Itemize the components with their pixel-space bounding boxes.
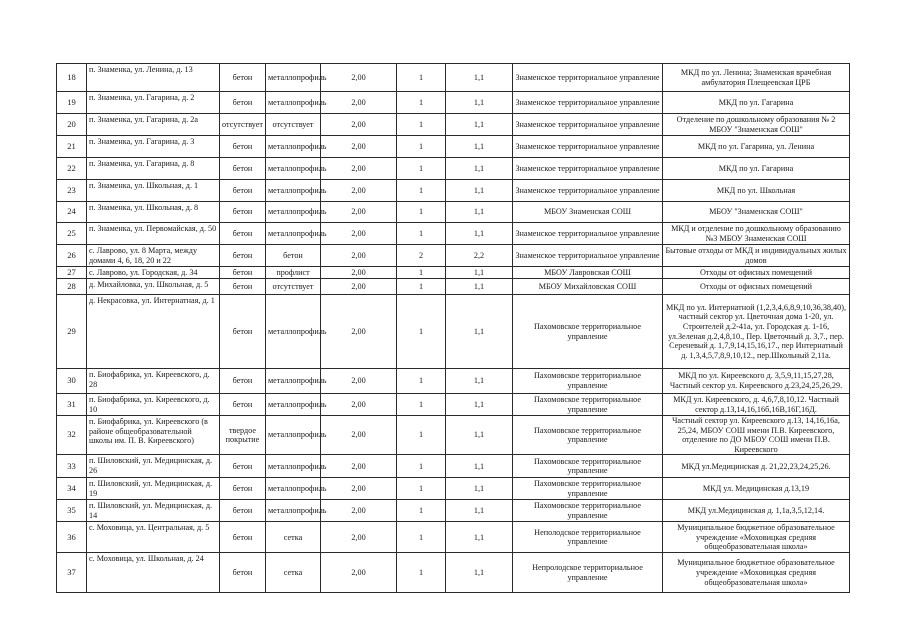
- table-row: [57, 180, 850, 202]
- cell-container-count: 1: [397, 136, 446, 158]
- cell-row-number: 24: [57, 202, 87, 223]
- cell-row-number: 18: [57, 64, 87, 92]
- cell-surface-type: бетон: [220, 522, 266, 553]
- cell-address: п. Биофабрика, ул. Киреевского, д. 10: [87, 394, 220, 416]
- cell-surface-type: бетон: [220, 500, 266, 522]
- cell-waste-sources: Отходы от офисных помещений: [663, 267, 850, 279]
- cell-volume: 1,1: [446, 180, 513, 202]
- cell-address: п. Шиловский, ул. Медицинская, д. 19: [87, 478, 220, 500]
- cell-surface-type: бетон: [220, 158, 266, 180]
- cell-row-number: 29: [57, 295, 87, 369]
- cell-owner-organization: Знаменское территориальное управление: [513, 245, 663, 267]
- cell-waste-sources: МКД и отделение по дошкольному образованию №3 МБОУ Знаменская СОШ: [663, 223, 850, 245]
- cell-volume: 1,1: [446, 136, 513, 158]
- cell-owner-organization: Знаменское территориальное управление: [513, 180, 663, 202]
- cell-area: 2,00: [321, 92, 397, 114]
- cell-area: 2,00: [321, 158, 397, 180]
- cell-waste-sources: МКД по ул. Киреевского д. 3,5,9,11,15,27,28, Частный сектор ул. Киреевского д.23,24,25,26,29.: [663, 369, 850, 394]
- cell-fence-type: металлопрофиль: [266, 92, 321, 114]
- cell-volume: 1,1: [446, 114, 513, 136]
- cell-surface-type: отсутствует: [220, 114, 266, 136]
- cell-volume: 1,1: [446, 478, 513, 500]
- cell-address: п. Знаменка, ул. Школьная, д. 8: [87, 202, 220, 223]
- cell-owner-organization: Знаменское территориальное управление: [513, 64, 663, 92]
- table-row: [57, 114, 850, 136]
- cell-row-number: 20: [57, 114, 87, 136]
- cell-address: д. Михайловка, ул. Школьная, д. 5: [87, 279, 220, 295]
- cell-fence-type: сетка: [266, 553, 321, 593]
- cell-volume: 1,1: [446, 522, 513, 553]
- cell-surface-type: бетон: [220, 202, 266, 223]
- cell-row-number: 37: [57, 553, 87, 593]
- table-row: [57, 279, 850, 295]
- cell-owner-organization: Знаменское территориальное управление: [513, 92, 663, 114]
- cell-container-count: 1: [397, 500, 446, 522]
- cell-address: п. Биофабрика, ул. Киреевского, д. 28: [87, 369, 220, 394]
- cell-waste-sources: Частный сектор ул. Киреевского д.13, 14,16,16а, 25,24, МБОУ СОШ имени П.В. Киреевского, отделение по ДО МБОУ СОШ имени П.В. Киреевского: [663, 416, 850, 455]
- cell-row-number: 21: [57, 136, 87, 158]
- cell-address: п. Шиловский, ул. Медицинская, д. 26: [87, 455, 220, 478]
- cell-surface-type: бетон: [220, 295, 266, 369]
- cell-area: 2,00: [321, 202, 397, 223]
- waste-sites-table: [56, 63, 850, 593]
- cell-area: 2,00: [321, 500, 397, 522]
- cell-container-count: 1: [397, 478, 446, 500]
- cell-volume: 1,1: [446, 295, 513, 369]
- cell-owner-organization: МБОУ Лавровская СОШ: [513, 267, 663, 279]
- cell-owner-organization: Знаменское территориальное управление: [513, 136, 663, 158]
- cell-waste-sources: МКД ул. Медицинская д.13,19: [663, 478, 850, 500]
- table-row: [57, 136, 850, 158]
- cell-surface-type: бетон: [220, 64, 266, 92]
- cell-container-count: 1: [397, 522, 446, 553]
- cell-area: 2,00: [321, 553, 397, 593]
- cell-area: 2,00: [321, 180, 397, 202]
- cell-address: с. Моховица, ул. Школьная, д. 24: [87, 553, 220, 593]
- cell-address: п. Знаменка, ул. Первомайская, д. 50: [87, 223, 220, 245]
- cell-area: 2,00: [321, 279, 397, 295]
- cell-fence-type: металлопрофиль: [266, 64, 321, 92]
- cell-owner-organization: Знаменское территориальное управление: [513, 114, 663, 136]
- cell-row-number: 34: [57, 478, 87, 500]
- cell-volume: 1,1: [446, 416, 513, 455]
- cell-row-number: 31: [57, 394, 87, 416]
- waste-sites-table-page: [56, 63, 849, 593]
- cell-row-number: 22: [57, 158, 87, 180]
- cell-waste-sources: МКД по ул. Школьная: [663, 180, 850, 202]
- cell-fence-type: металлопрофиль: [266, 394, 321, 416]
- cell-area: 2,00: [321, 455, 397, 478]
- cell-row-number: 28: [57, 279, 87, 295]
- cell-container-count: 2: [397, 245, 446, 267]
- cell-waste-sources: Отделение по дошкольному образования № 2 МБОУ "Знаменская СОШ": [663, 114, 850, 136]
- cell-fence-type: металлопрофиль: [266, 180, 321, 202]
- cell-area: 2,00: [321, 114, 397, 136]
- cell-container-count: 1: [397, 180, 446, 202]
- table-row: [57, 553, 850, 593]
- table-row: [57, 478, 850, 500]
- cell-fence-type: металлопрофиль: [266, 369, 321, 394]
- cell-address: п. Знаменка, ул. Школьная, д. 1: [87, 180, 220, 202]
- cell-area: 2,00: [321, 267, 397, 279]
- cell-area: 2,00: [321, 136, 397, 158]
- cell-waste-sources: МКД по ул. Гагарина: [663, 92, 850, 114]
- cell-volume: 1,1: [446, 64, 513, 92]
- cell-waste-sources: Отходы от офисных помещений: [663, 279, 850, 295]
- cell-fence-type: металлопрофиль: [266, 295, 321, 369]
- cell-container-count: 1: [397, 416, 446, 455]
- cell-surface-type: бетон: [220, 267, 266, 279]
- cell-waste-sources: МБОУ "Знаменская СОШ": [663, 202, 850, 223]
- cell-address: д. Некрасовка, ул. Интернатная, д. 1: [87, 295, 220, 369]
- cell-owner-organization: Пахомовское территориальное управление: [513, 394, 663, 416]
- cell-address: п. Шиловский, ул. Медицинская, д. 14: [87, 500, 220, 522]
- cell-area: 2,00: [321, 245, 397, 267]
- cell-row-number: 23: [57, 180, 87, 202]
- table-row: [57, 223, 850, 245]
- cell-area: 2,00: [321, 295, 397, 369]
- cell-volume: 1,1: [446, 267, 513, 279]
- cell-owner-organization: Пахомовское территориальное управление: [513, 455, 663, 478]
- cell-volume: 1,1: [446, 202, 513, 223]
- cell-waste-sources: МКД ул.Медицинская д. 1,1а,3,5,12,14.: [663, 500, 850, 522]
- cell-fence-type: профлист: [266, 267, 321, 279]
- cell-surface-type: бетон: [220, 136, 266, 158]
- cell-owner-organization: Пахомовское территориальное управление: [513, 478, 663, 500]
- cell-area: 2,00: [321, 522, 397, 553]
- cell-container-count: 1: [397, 223, 446, 245]
- cell-surface-type: бетон: [220, 394, 266, 416]
- cell-address: п. Знаменка, ул. Гагарина, д. 3: [87, 136, 220, 158]
- cell-surface-type: бетон: [220, 92, 266, 114]
- cell-owner-organization: Знаменское территориальное управление: [513, 223, 663, 245]
- cell-waste-sources: МКД ул.Медицинская д. 21,22,23,24,25,26.: [663, 455, 850, 478]
- cell-volume: 1,1: [446, 158, 513, 180]
- cell-waste-sources: МКД по ул. Гагарина, ул. Ленина: [663, 136, 850, 158]
- cell-waste-sources: МКД ул. Киреевского, д. 4,6,7,8,10,12. Частный сектор д.13,14,16,16б,16В,16Г,16Д.: [663, 394, 850, 416]
- cell-address: с. Моховица, ул. Центральная, д. 5: [87, 522, 220, 553]
- cell-container-count: 1: [397, 394, 446, 416]
- cell-volume: 1,1: [446, 279, 513, 295]
- cell-owner-organization: Знаменское территориальное управление: [513, 158, 663, 180]
- table-row: [57, 245, 850, 267]
- cell-owner-organization: Пахомовское территориальное управление: [513, 500, 663, 522]
- cell-row-number: 36: [57, 522, 87, 553]
- cell-container-count: 1: [397, 295, 446, 369]
- cell-volume: 1,1: [446, 553, 513, 593]
- cell-fence-type: бетон: [266, 245, 321, 267]
- cell-row-number: 27: [57, 267, 87, 279]
- cell-address: п. Знаменка, ул. Гагарина, д. 8: [87, 158, 220, 180]
- cell-surface-type: бетон: [220, 553, 266, 593]
- cell-address: п. Биофабрика, ул. Киреевского (в районе общеобразовательной школы им. П. В. Киреевского): [87, 416, 220, 455]
- table-row: [57, 455, 850, 478]
- cell-area: 2,00: [321, 369, 397, 394]
- cell-row-number: 26: [57, 245, 87, 267]
- cell-waste-sources: МКД по ул. Гагарина: [663, 158, 850, 180]
- cell-owner-organization: МБОУ Михайловская СОШ: [513, 279, 663, 295]
- cell-owner-organization: Пахомовское территориальное управление: [513, 295, 663, 369]
- cell-container-count: 1: [397, 553, 446, 593]
- cell-fence-type: металлопрофиль: [266, 500, 321, 522]
- cell-container-count: 1: [397, 267, 446, 279]
- cell-owner-organization: Непролодское территориальное управление: [513, 553, 663, 593]
- cell-waste-sources: Муниципальное бюджетное образовательное учреждение «Моховицкая средняя общеобразовательная школа»: [663, 522, 850, 553]
- cell-waste-sources: МКД по ул. Ленина; Знаменская врачебная амбулатория Плещеевская ЦРБ: [663, 64, 850, 92]
- table-row: [57, 500, 850, 522]
- cell-area: 2,00: [321, 478, 397, 500]
- cell-surface-type: бетон: [220, 245, 266, 267]
- cell-owner-organization: Пахомовское территориальное управление: [513, 369, 663, 394]
- cell-area: 2,00: [321, 394, 397, 416]
- cell-surface-type: бетон: [220, 223, 266, 245]
- cell-waste-sources: Бытовые отходы от МКД и индивидуальных жилых домов: [663, 245, 850, 267]
- cell-surface-type: бетон: [220, 369, 266, 394]
- cell-volume: 1,1: [446, 369, 513, 394]
- cell-surface-type: бетон: [220, 478, 266, 500]
- cell-fence-type: отсутствует: [266, 279, 321, 295]
- cell-address: с. Лаврово, ул. Городская, д. 34: [87, 267, 220, 279]
- cell-volume: 1,1: [446, 455, 513, 478]
- table-body: [57, 64, 850, 593]
- cell-surface-type: бетон: [220, 455, 266, 478]
- cell-volume: 2,2: [446, 245, 513, 267]
- cell-container-count: 1: [397, 369, 446, 394]
- cell-fence-type: металлопрофиль: [266, 223, 321, 245]
- cell-row-number: 32: [57, 416, 87, 455]
- cell-address: п. Знаменка, ул. Гагарина, д. 2а: [87, 114, 220, 136]
- cell-container-count: 1: [397, 455, 446, 478]
- table-row: [57, 394, 850, 416]
- cell-fence-type: металлопрофиль: [266, 136, 321, 158]
- cell-owner-organization: Пахомовское территориальное управление: [513, 416, 663, 455]
- table-row: [57, 202, 850, 223]
- cell-surface-type: бетон: [220, 180, 266, 202]
- cell-address: с. Лаврово, ул. 8 Марта, между домами 4, 6, 18, 20 и 22: [87, 245, 220, 267]
- table-row: [57, 64, 850, 92]
- cell-owner-organization: Неполодское территориальное управление: [513, 522, 663, 553]
- table-row: [57, 522, 850, 553]
- cell-container-count: 1: [397, 279, 446, 295]
- cell-row-number: 25: [57, 223, 87, 245]
- cell-area: 2,00: [321, 223, 397, 245]
- cell-area: 2,00: [321, 416, 397, 455]
- cell-fence-type: металлопрофиль: [266, 416, 321, 455]
- cell-fence-type: металлопрофиль: [266, 202, 321, 223]
- cell-waste-sources: Муниципальное бюджетное образовательное учреждение «Моховицкая средняя общеобразовательная школа»: [663, 553, 850, 593]
- cell-fence-type: отсутствует: [266, 114, 321, 136]
- table-row: [57, 295, 850, 369]
- table-row: [57, 267, 850, 279]
- cell-volume: 1,1: [446, 223, 513, 245]
- cell-container-count: 1: [397, 92, 446, 114]
- table-row: [57, 369, 850, 394]
- table-row: [57, 158, 850, 180]
- cell-waste-sources: МКД по ул. Интернатной (1,2,3,4,6,8,9,10,36,38,40), частный сектор ул. Цветочная дома 1-20, ул. Строителей д.2-41а, ул. Городская д. 1-16, ул.Зеленая д.2,4,8,10., Пер. Цветочный д. 3,7., пер. Сереневый д. 1,7,9,14,15,16,17., пер Интернатный д. 1,3,4,5,7,8,9,10,12., пер.Школьный 2,11а.: [663, 295, 850, 369]
- cell-fence-type: металлопрофиль: [266, 158, 321, 180]
- cell-container-count: 1: [397, 64, 446, 92]
- cell-address: п. Знаменка, ул. Гагарина, д. 2: [87, 92, 220, 114]
- table-row: [57, 416, 850, 455]
- cell-row-number: 33: [57, 455, 87, 478]
- table-row: [57, 92, 850, 114]
- cell-container-count: 1: [397, 114, 446, 136]
- cell-area: 2,00: [321, 64, 397, 92]
- cell-address: п. Знаменка, ул. Ленина, д. 13: [87, 64, 220, 92]
- cell-volume: 1,1: [446, 92, 513, 114]
- cell-row-number: 30: [57, 369, 87, 394]
- cell-fence-type: сетка: [266, 522, 321, 553]
- cell-row-number: 19: [57, 92, 87, 114]
- cell-fence-type: металлопрофиль: [266, 455, 321, 478]
- cell-row-number: 35: [57, 500, 87, 522]
- cell-surface-type: бетон: [220, 279, 266, 295]
- cell-fence-type: металлопрофиль: [266, 478, 321, 500]
- cell-container-count: 1: [397, 158, 446, 180]
- cell-volume: 1,1: [446, 500, 513, 522]
- cell-owner-organization: МБОУ Знаменская СОШ: [513, 202, 663, 223]
- cell-volume: 1,1: [446, 394, 513, 416]
- cell-container-count: 1: [397, 202, 446, 223]
- cell-surface-type: твердое покрытие: [220, 416, 266, 455]
